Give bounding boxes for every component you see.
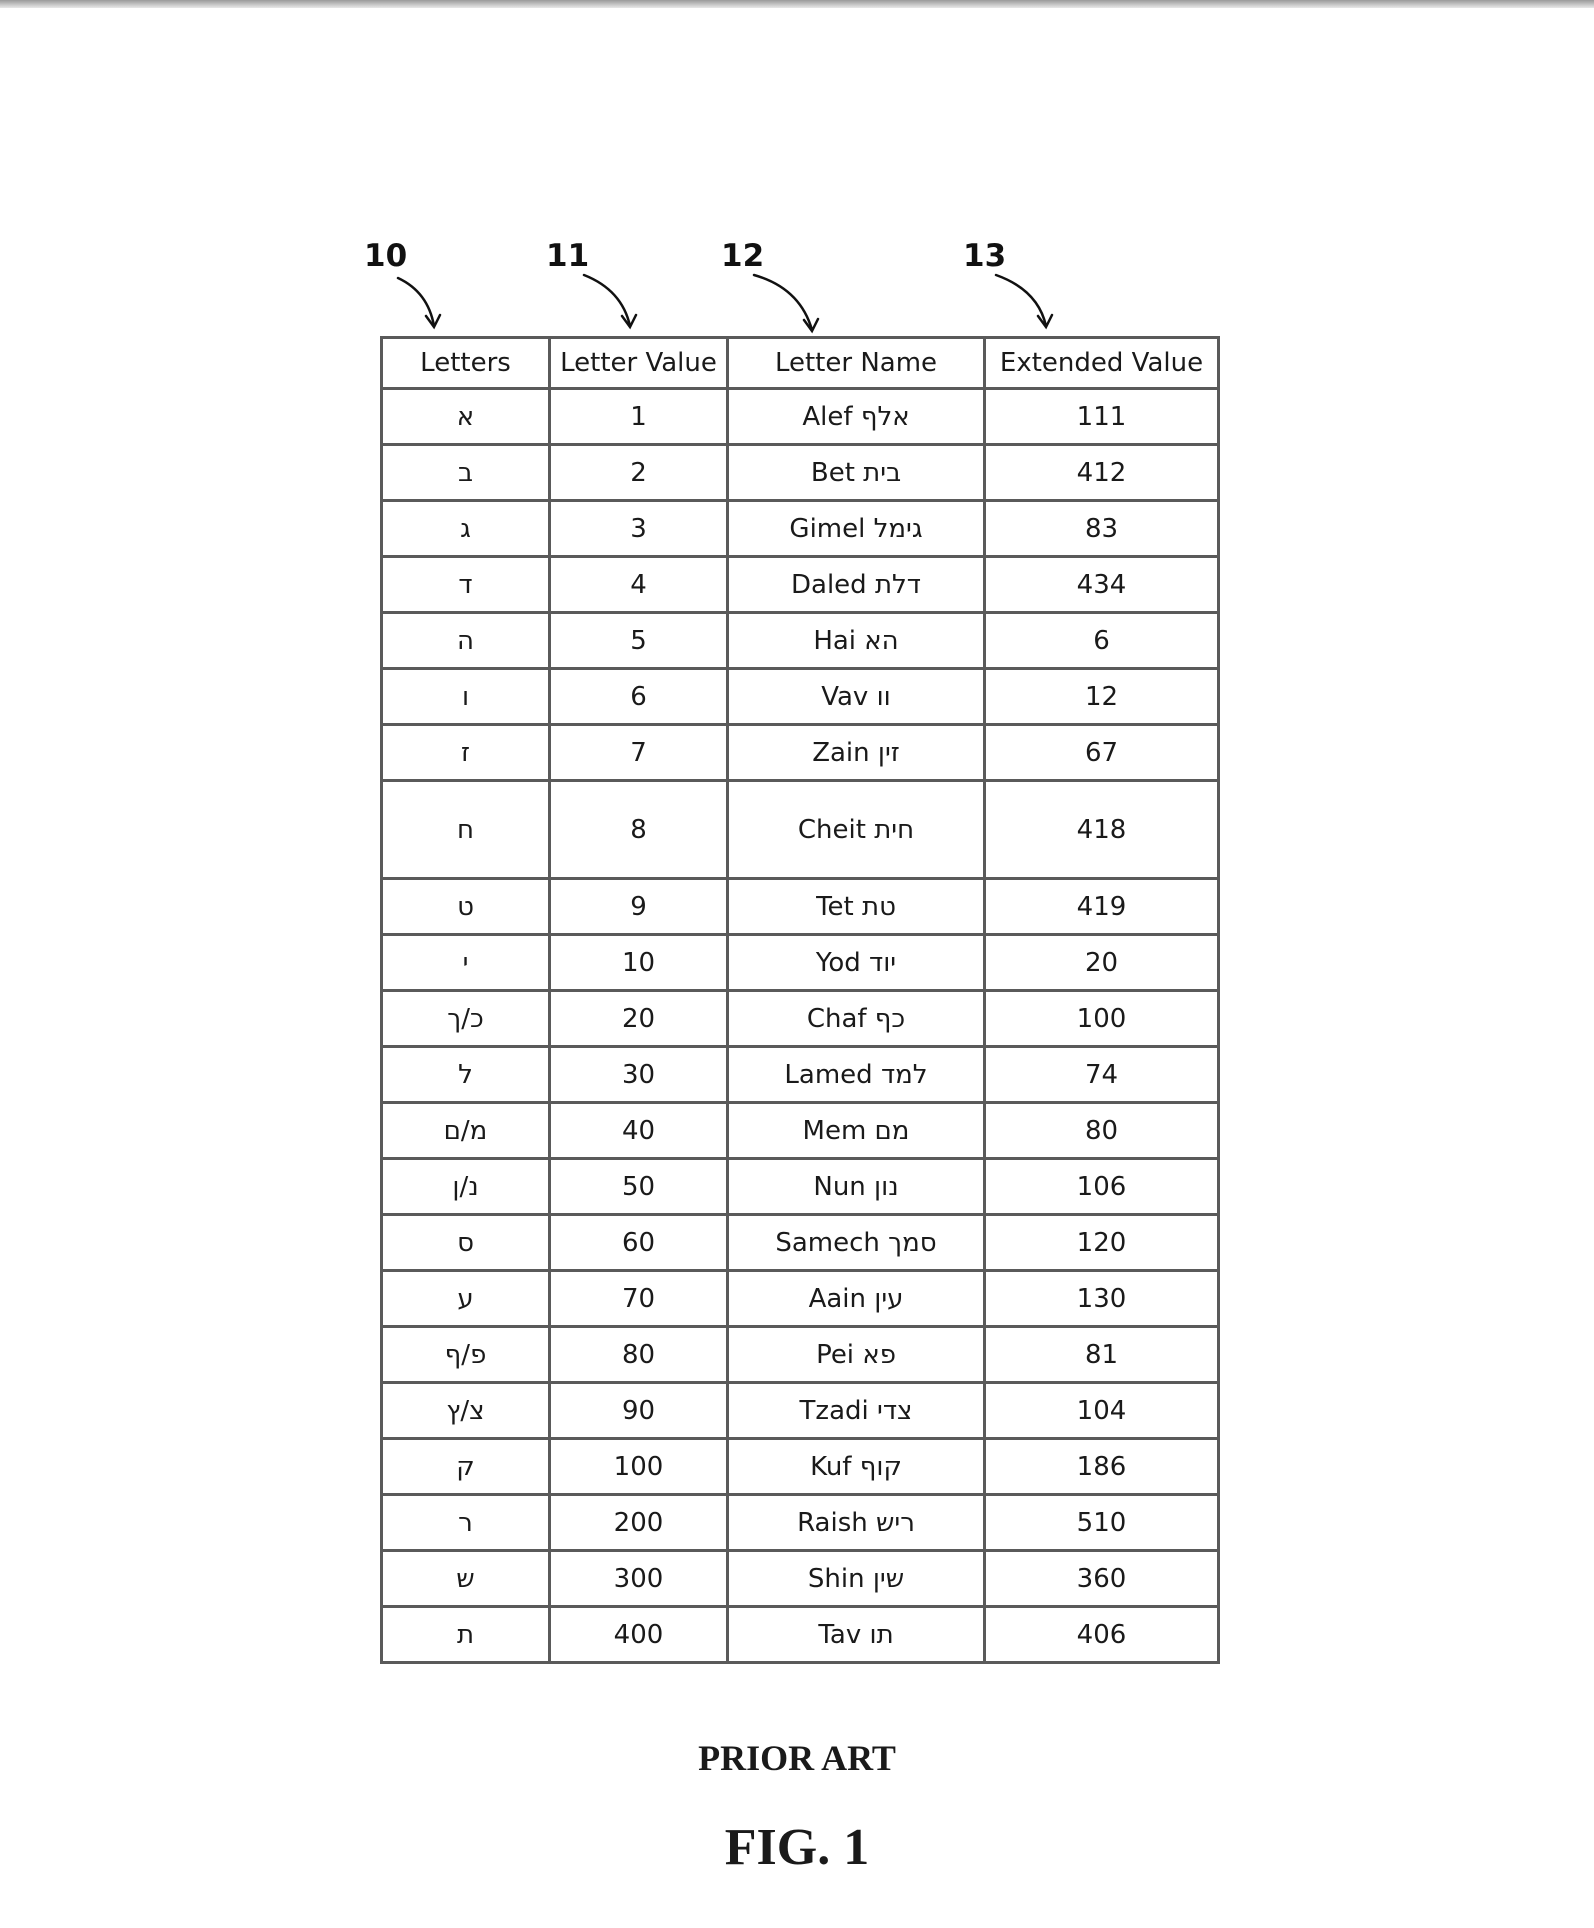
cell-name: Daled דלת <box>728 557 985 613</box>
cell-letter: ב <box>382 445 550 501</box>
table-row <box>382 1439 1219 1495</box>
cell-value: 30 <box>550 1047 728 1103</box>
cell-value: 400 <box>550 1607 728 1663</box>
cell-name: Lamed למד <box>728 1047 985 1103</box>
cell-letter: ט <box>382 879 550 935</box>
cell-letter: ג <box>382 501 550 557</box>
cell-extended: 360 <box>985 1551 1219 1607</box>
cell-extended: 100 <box>985 991 1219 1047</box>
cell-letter: ד <box>382 557 550 613</box>
cell-value: 4 <box>550 557 728 613</box>
cell-name: Kuf קוף <box>728 1439 985 1495</box>
table-row <box>382 1607 1219 1663</box>
cell-letter: ת <box>382 1607 550 1663</box>
cell-value: 300 <box>550 1551 728 1607</box>
cell-name: Samech סמך <box>728 1215 985 1271</box>
cell-extended: 12 <box>985 669 1219 725</box>
cell-extended: 130 <box>985 1271 1219 1327</box>
cell-letter: א <box>382 389 550 445</box>
cell-letter: ח <box>382 781 550 879</box>
cell-letter: נ/ן <box>382 1159 550 1215</box>
leader-arrows <box>0 0 1594 340</box>
cell-extended: 67 <box>985 725 1219 781</box>
cell-value: 100 <box>550 1439 728 1495</box>
table-row <box>382 1047 1219 1103</box>
cell-extended: 120 <box>985 1215 1219 1271</box>
cell-name: Zain זין <box>728 725 985 781</box>
header-letter-name: Letter Name <box>728 338 985 389</box>
reference-numeral-10: 10 <box>364 238 408 274</box>
cell-name: Cheit חית <box>728 781 985 879</box>
cell-name: Aain עין <box>728 1271 985 1327</box>
cell-letter: ר <box>382 1495 550 1551</box>
cell-value: 2 <box>550 445 728 501</box>
cell-name: Bet בית <box>728 445 985 501</box>
cell-name: Tav תו <box>728 1607 985 1663</box>
cell-letter: מ/ם <box>382 1103 550 1159</box>
table-row <box>382 725 1219 781</box>
cell-value: 6 <box>550 669 728 725</box>
table-row <box>382 1103 1219 1159</box>
cell-letter: כ/ך <box>382 991 550 1047</box>
cell-extended: 111 <box>985 389 1219 445</box>
table-header-row <box>382 338 1219 389</box>
cell-value: 7 <box>550 725 728 781</box>
prior-art-label: PRIOR ART <box>698 1738 896 1778</box>
cell-name: Raish ריש <box>728 1495 985 1551</box>
cell-value: 40 <box>550 1103 728 1159</box>
cell-letter: ס <box>382 1215 550 1271</box>
header-extended-value: Extended Value <box>985 338 1219 389</box>
cell-value: 3 <box>550 501 728 557</box>
cell-name: Nun נון <box>728 1159 985 1215</box>
table-row <box>382 935 1219 991</box>
table-row <box>382 1271 1219 1327</box>
cell-extended: 6 <box>985 613 1219 669</box>
letter-value-table <box>380 336 1220 1664</box>
cell-extended: 81 <box>985 1327 1219 1383</box>
header-letter-value: Letter Value <box>550 338 728 389</box>
table-row <box>382 1159 1219 1215</box>
table-row <box>382 1327 1219 1383</box>
cell-letter: ו <box>382 669 550 725</box>
cell-value: 9 <box>550 879 728 935</box>
cell-extended: 106 <box>985 1159 1219 1215</box>
figure-label: FIG. 1 <box>724 1819 870 1876</box>
table-row <box>382 879 1219 935</box>
cell-name: Hai הא <box>728 613 985 669</box>
cell-letter: צ/ץ <box>382 1383 550 1439</box>
table-row <box>382 1383 1219 1439</box>
cell-value: 20 <box>550 991 728 1047</box>
table-row <box>382 1551 1219 1607</box>
cell-name: Tzadi צדי <box>728 1383 985 1439</box>
cell-value: 60 <box>550 1215 728 1271</box>
cell-name: Mem מם <box>728 1103 985 1159</box>
cell-letter: ה <box>382 613 550 669</box>
cell-value: 1 <box>550 389 728 445</box>
table-row <box>382 1215 1219 1271</box>
table-row <box>382 613 1219 669</box>
cell-value: 80 <box>550 1327 728 1383</box>
cell-name: Yod יוד <box>728 935 985 991</box>
cell-name: Chaf כף <box>728 991 985 1047</box>
cell-letter: ע <box>382 1271 550 1327</box>
cell-letter: ז <box>382 725 550 781</box>
table-row <box>382 781 1219 879</box>
table-row <box>382 557 1219 613</box>
reference-numeral-11: 11 <box>546 238 590 274</box>
cell-extended: 104 <box>985 1383 1219 1439</box>
cell-letter: ל <box>382 1047 550 1103</box>
cell-letter: ק <box>382 1439 550 1495</box>
cell-extended: 74 <box>985 1047 1219 1103</box>
cell-extended: 510 <box>985 1495 1219 1551</box>
cell-letter: ש <box>382 1551 550 1607</box>
leader-arrow-12 <box>754 275 812 330</box>
table-row <box>382 669 1219 725</box>
table-row <box>382 1495 1219 1551</box>
cell-extended: 83 <box>985 501 1219 557</box>
cell-value: 90 <box>550 1383 728 1439</box>
cell-value: 50 <box>550 1159 728 1215</box>
cell-value: 70 <box>550 1271 728 1327</box>
table-row <box>382 991 1219 1047</box>
cell-extended: 80 <box>985 1103 1219 1159</box>
reference-numeral-13: 13 <box>963 238 1007 274</box>
cell-name: Shin שין <box>728 1551 985 1607</box>
table-row <box>382 501 1219 557</box>
cell-extended: 20 <box>985 935 1219 991</box>
cell-name: Alef אלף <box>728 389 985 445</box>
cell-value: 10 <box>550 935 728 991</box>
cell-extended: 418 <box>985 781 1219 879</box>
reference-numeral-12: 12 <box>721 238 765 274</box>
cell-letter: י <box>382 935 550 991</box>
cell-extended: 434 <box>985 557 1219 613</box>
cell-extended: 419 <box>985 879 1219 935</box>
table-row <box>382 389 1219 445</box>
cell-extended: 412 <box>985 445 1219 501</box>
cell-value: 8 <box>550 781 728 879</box>
cell-name: Pei פא <box>728 1327 985 1383</box>
cell-extended: 186 <box>985 1439 1219 1495</box>
cell-name: Vav וו <box>728 669 985 725</box>
header-letters: Letters <box>382 338 550 389</box>
cell-name: Tet טת <box>728 879 985 935</box>
cell-value: 5 <box>550 613 728 669</box>
cell-letter: פ/ף <box>382 1327 550 1383</box>
cell-name: Gimel גימל <box>728 501 985 557</box>
cell-value: 200 <box>550 1495 728 1551</box>
cell-extended: 406 <box>985 1607 1219 1663</box>
table-row <box>382 445 1219 501</box>
